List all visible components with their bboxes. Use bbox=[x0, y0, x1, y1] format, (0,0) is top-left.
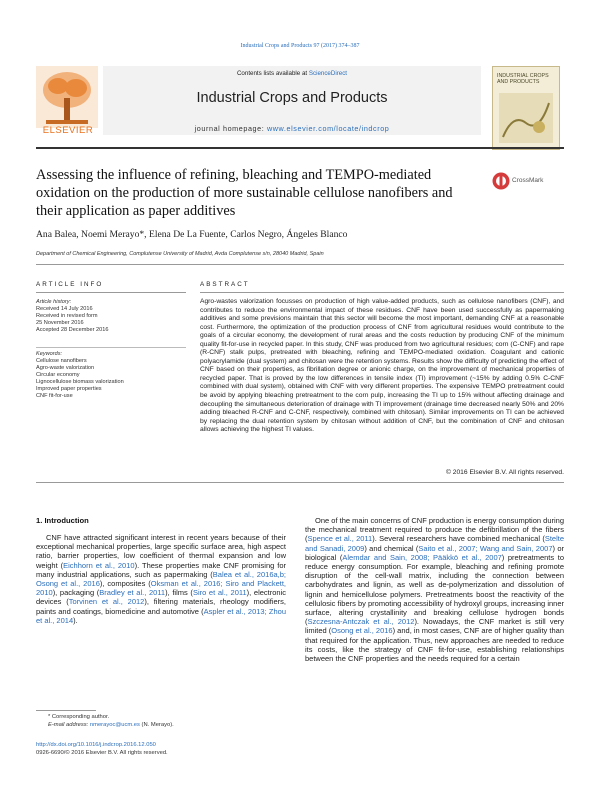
footnote-star: * Corresponding author. bbox=[48, 714, 110, 720]
journal-homepage-line bbox=[103, 124, 481, 133]
body-text: ), composites ( bbox=[99, 579, 151, 589]
email-prefix: E-mail address: bbox=[48, 721, 90, 728]
citation-link[interactable]: Saito et al., 2007; Wang and Sain, 2007 bbox=[418, 543, 553, 553]
citation-link[interactable]: Oksman et al., 2016; Siro and Plackett, 2010 bbox=[36, 579, 286, 598]
keyword-item: Lignocellulose biomass valorization bbox=[36, 379, 124, 385]
body-text: ), filtering materials, rheology modifiers, paints and coatings, biomedicine and automotive ( bbox=[36, 597, 286, 616]
body-text: ) or biological ( bbox=[305, 543, 564, 562]
keyword-item: Cellulose nanofibers bbox=[36, 358, 87, 364]
body-text: ). Nowadays, the CNF market is still very limited ( bbox=[305, 617, 564, 636]
journal-name: Industrial Crops and Products bbox=[196, 90, 388, 106]
author-list: Ana Balea, Noemi Merayo*, Elena De La Fuente, Carlos Negro, Ángeles Blanco bbox=[36, 229, 348, 240]
author-affiliation: Department of Chemical Engineering, Complutense University of Madrid, Avda Complutense s/n, 28040 Madrid, Spain bbox=[36, 251, 324, 257]
homepage-prefix: journal homepage: bbox=[194, 124, 267, 133]
email-suffix: (N. Merayo). bbox=[139, 721, 174, 728]
intro-column-left bbox=[36, 533, 286, 625]
keywords-label: Keywords: bbox=[36, 351, 63, 357]
intro-column-right bbox=[305, 516, 564, 663]
authors-divider bbox=[36, 264, 564, 265]
keyword-item: Agro-waste valorization bbox=[36, 365, 95, 371]
abstract-text: Agro-wastes valorization focusses on production of high value-added products, such as cellulose nanofibers (CNF), and contributes to reduce the environmental impact of these residues. CNF have been used successfully as papermaking additives and some previsions maintain that this sector will become the most important, demanding CNF at a reasonable cost. Furthermore, the optimization of the production process of CNF from agricultural residues would contribute to the goals of a circular economy, the development of rural areas and the costs reduction by producing CNF of the minimum quality fit-for-use in recycled paper. In this study, CNF was produced from two agricultural residues; corn (C-CNF) and rape (R-CNF) stalk pulps, pretreated with bleaching, refining and TEMPO-mediated oxidation. Coagulant and cationic polyacrylamide (dual system) and chitosan were the retention systems. Results show the difficulty of predicting the effect of CNF based on their properties, as fibrillation degree or anionic charge, on the improvement of mechanical properties of recycled paper. That is proved by the low differences in tensile index (TI) improvement (~15% by adding 0.5% C-CNF combined with dual system), obtained with CNF with very different properties. The expensive TEMPO pretreatment could be avoid by applying bleaching pretreatment to the corn pulp, increasing the TI up to 15% without affecting drainage and decoupling the simultaneous deterioration of drainage with TI improvement (drainage time decreased nearly 50% and 20% adding bleached R-CNF and C-CNF, respectively, combined with chitosan). Similar improvements on TI can be achieved by replacing the dual retention system by chitosan without addition of CNF, but the combination of CNF and chitosan allows achieving the highest TI values. bbox=[200, 298, 564, 434]
citation-link[interactable]: Stelte and Sanadi, 2009 bbox=[305, 534, 565, 553]
body-text: ). bbox=[73, 615, 78, 625]
citation-link[interactable]: Balea et al., 2016a,b; Osong et al., 2016 bbox=[36, 569, 286, 589]
body-text: One of the main concerns of CNF production is energy consumption during the mechanical treatment required to produce the defibrillation of the fibers ( bbox=[305, 516, 564, 544]
citation-link[interactable]: Alemdar and Sain, 2008; Pääkkö et al., 2007 bbox=[342, 552, 502, 562]
sciencedirect-link[interactable]: ScienceDirect bbox=[308, 70, 348, 77]
corresponding-author-footnote bbox=[36, 714, 286, 729]
introduction-heading: 1. Introduction bbox=[36, 516, 89, 525]
keywords-list bbox=[36, 351, 186, 400]
cover-artwork bbox=[499, 93, 553, 143]
citation-link[interactable]: Osong et al., 2016 bbox=[331, 626, 393, 636]
citation-link[interactable]: Szczesna-Antczak et al., 2012 bbox=[307, 617, 415, 627]
abstract-heading: ABSTRACT bbox=[200, 281, 250, 288]
history-item: Received 14 July 2016 bbox=[36, 306, 93, 312]
article-history bbox=[36, 299, 186, 334]
abstract-bottom-rule bbox=[36, 482, 564, 483]
publisher-wordmark: ELSEVIER bbox=[42, 125, 94, 136]
body-text: ). Several researchers have combined mechanical ( bbox=[372, 534, 545, 544]
body-text: CNF have attracted significant interest in recent years because of their exceptional mechanical properties, large specific surface area, high aspect ratio, barrier properties, low coefficient of thermal expansion and low weight ( bbox=[36, 533, 286, 570]
article-title: Assessing the influence of refining, bleaching and TEMPO-mediated oxidation on the production of more sustainable cellulose nanofibers and their application as paper additives bbox=[36, 167, 453, 219]
issn-line: 0926-6690/© 2016 Elsevier B.V. All rights reserved. bbox=[36, 749, 168, 756]
homepage-link[interactable]: www.elsevier.com/locate/indcrop bbox=[266, 124, 390, 133]
doi-block bbox=[36, 742, 296, 757]
body-text: ) and chemical ( bbox=[364, 543, 419, 553]
history-item: Received in revised form bbox=[36, 313, 98, 319]
body-text: ), films ( bbox=[165, 588, 193, 598]
citation-link[interactable]: Torvinen et al., 2012 bbox=[68, 597, 145, 607]
elsevier-tree-logo bbox=[36, 66, 98, 128]
keyword-item: CNF fit-for-use bbox=[36, 393, 73, 399]
body-text: ) and, in most cases, CNF are of higher quality than that required for the application. Thus, new approaches are needed to reduce its costs, like the strategy of CNF fit-for-use, establishing relationships between the CNF properties and the needs required for a certain bbox=[305, 626, 564, 664]
crossmark-icon bbox=[492, 172, 510, 190]
journal-citation-link[interactable]: Industrial Crops and Products 97 (2017) 374–387 bbox=[240, 43, 360, 49]
article-info-rule bbox=[36, 292, 186, 293]
keyword-item: Circular economy bbox=[36, 372, 80, 378]
header-divider bbox=[36, 147, 564, 149]
keywords-rule bbox=[36, 347, 186, 348]
crossmark-label: CrossMark bbox=[512, 177, 544, 184]
history-item: 25 November 2016 bbox=[36, 320, 84, 326]
footnote-rule bbox=[36, 710, 96, 711]
footnote-email-line bbox=[36, 722, 286, 730]
author-email-link[interactable]: nmerayoc@ucm.es bbox=[89, 721, 140, 728]
doi-link[interactable]: http://dx.doi.org/10.1016/j.indcrop.2016.12.050 bbox=[36, 742, 156, 748]
keyword-item: Improved paper properties bbox=[36, 386, 102, 392]
body-text: ), electronic devices ( bbox=[36, 588, 286, 607]
contents-available-line bbox=[103, 70, 481, 77]
crossmark-badge[interactable] bbox=[492, 170, 550, 192]
history-label: Article history: bbox=[36, 299, 72, 305]
citation-link[interactable]: Eichhorn et al., 2010 bbox=[63, 560, 135, 570]
body-text: ). These properties make CNF promising for many industrial applications, such as papermaking ( bbox=[36, 560, 286, 579]
body-text: ), packaging ( bbox=[52, 588, 100, 598]
citation-link[interactable]: Spence et al., 2011 bbox=[307, 534, 373, 544]
cover-title: INDUSTRIAL CROPS AND PRODUCTS bbox=[497, 73, 549, 86]
body-text: ) pretreatments to reduce energy consumption. For example, bleaching and refining promote disruption of the cell-wall matrix, including the connection between carbohydrates and lignin, as well as de-polymerization and dissolution of lignin and hemicellulose polymers. Pretreatments boost the reactivity of the cellulosic fibers by promoting accessibility of hydroxyl groups, increasing inner surface, altering crystallinity and breaking cellulose hydrogen bonds ( bbox=[305, 552, 564, 627]
history-item: Accepted 28 December 2016 bbox=[36, 327, 109, 333]
contents-prefix: Contents lists available at bbox=[236, 70, 309, 77]
abstract-rule bbox=[200, 292, 564, 293]
journal-cover-image bbox=[492, 66, 560, 150]
citation-link[interactable]: Aspler et al., 2013; Zhou et al., 2014 bbox=[36, 606, 286, 625]
article-info-heading: ARTICLE INFO bbox=[36, 281, 104, 288]
citation-link[interactable]: Siro et al., 2011 bbox=[192, 588, 247, 598]
citation-link[interactable]: Bradley et al., 2011 bbox=[99, 588, 166, 598]
abstract-copyright: © 2016 Elsevier B.V. All rights reserved. bbox=[445, 469, 564, 476]
